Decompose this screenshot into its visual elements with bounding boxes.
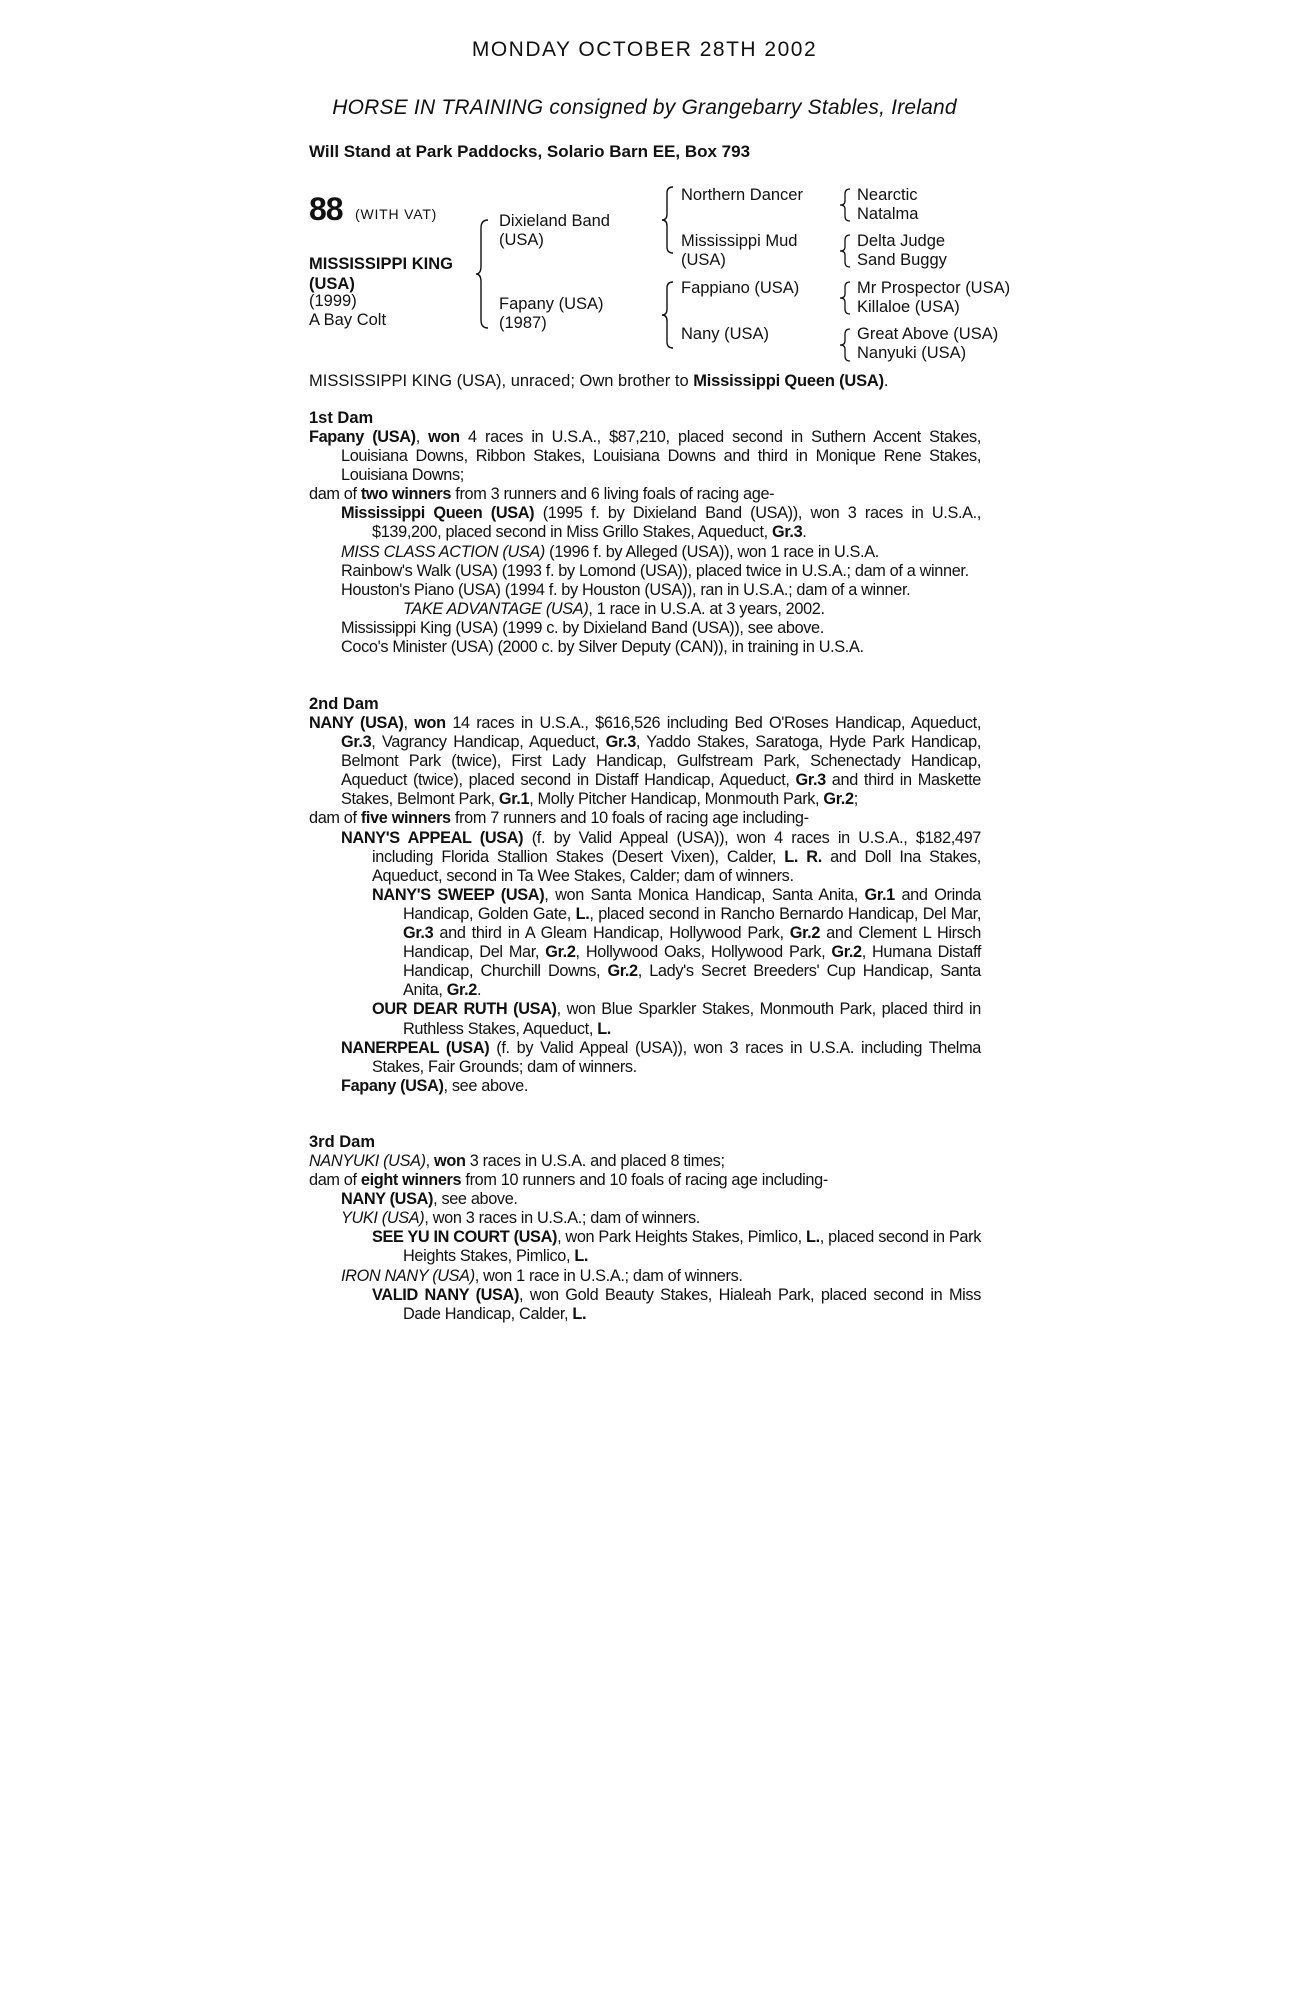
pedigree-sire-sire: Northern Dancer — [681, 186, 803, 204]
pedigree-ds-sire: Mr Prospector (USA) — [857, 279, 1011, 297]
pedigree-entry: SEE YU IN COURT (USA), won Park Heights Stakes, Pimlico, L., placed second in Park Heights Stakes, Pimlico, L. — [372, 1228, 981, 1266]
summary-text: MISSISSIPPI KING (USA), unraced; Own brother to — [309, 372, 694, 390]
lot-number: 88 — [309, 191, 343, 227]
pedigree-sd-dam: Sand Buggy — [857, 251, 947, 269]
pedigree-entry: Fapany (USA), see above. — [341, 1076, 529, 1095]
pedigree-brace-dam — [660, 280, 678, 350]
pedigree-entry: dam of eight winners from 10 runners and 10 foals of racing age including- — [309, 1171, 828, 1190]
pedigree-brace-ds — [838, 280, 854, 316]
pedigree-entry: NANY (USA), won 14 races in U.S.A., $616,526 including Bed O'Roses Handicap, Aqueduct, Gr.3, Vagrancy Handicap, Aqueduct, Gr.3, Yaddo Stakes, Saratoga, Hyde Park Handicap, Belmont Park (twice), First Lady Handicap, Gulfstream Park, Schenectady Handicap, Aqueduct (twice), placed second in Distaff Handicap, Aqueduct, Gr.3 and third in Maskette Stakes, Belmont Park, Gr.1, Molly Pitcher Handicap, Monmouth Park, Gr.2; — [309, 714, 981, 809]
summary-line — [309, 372, 889, 391]
pedigree-dam-dam: Nany (USA) — [681, 325, 770, 343]
first-dam-entries — [309, 428, 981, 657]
pedigree-dd-sire: Great Above (USA) — [857, 325, 999, 343]
pedigree-brace-sire — [660, 185, 678, 255]
pedigree-entry: NANY (USA), see above. — [341, 1190, 518, 1209]
section-title: 1st Dam — [309, 409, 374, 427]
pedigree-ds-dam: Killaloe (USA) — [857, 298, 960, 316]
pedigree-entry: Coco's Minister (USA) (2000 c. by Silver Deputy (CAN)), in training in U.S.A. — [341, 638, 864, 657]
pedigree-sire — [499, 212, 610, 250]
pedigree-sire-name: Dixieland Band — [499, 212, 610, 230]
pedigree-ss-parents — [857, 186, 918, 224]
horse-year: (1999) — [309, 292, 357, 310]
pedigree-dam-sire: Fappiano (USA) — [681, 279, 800, 297]
summary-sibling: Mississippi Queen (USA) — [693, 372, 884, 390]
pedigree-entry: Mississippi King (USA) (1999 c. by Dixieland Band (USA)), see above. — [341, 618, 824, 637]
pedigree-ss-dam: Natalma — [857, 205, 919, 223]
horse-description: A Bay Colt — [309, 311, 387, 329]
pedigree-entry: Mississippi Queen (USA) (1995 f. by Dixieland Band (USA)), won 3 races in U.S.A., $139,200, placed second in Miss Grillo Stakes, Aqueduct, Gr.3. — [341, 504, 981, 542]
third-dam-section — [309, 1133, 981, 1324]
pedigree-dd-dam: Nanyuki (USA) — [857, 344, 967, 362]
pedigree-entry: IRON NANY (USA), won 1 race in U.S.A.; dam of winners. — [341, 1266, 743, 1285]
pedigree-entry: NANYUKI (USA), won 3 races in U.S.A. and placed 8 times; — [309, 1152, 725, 1170]
horse-name — [309, 254, 453, 294]
pedigree-sd-parents — [857, 232, 947, 270]
pedigree-entry: Fapany (USA), won 4 races in U.S.A., $87,210, placed second in Suthern Accent Stakes, Louisiana Downs, Ribbon Stakes, Louisiana Downs and third in Monique Rene Stakes, Louisiana Downs; — [309, 428, 981, 485]
pedigree-entry: Houston's Piano (USA) (1994 f. by Houston (USA)), ran in U.S.A.; dam of a winner. — [341, 580, 911, 599]
pedigree-ss-sire: Nearctic — [857, 186, 918, 204]
pedigree-entry: VALID NANY (USA), won Gold Beauty Stakes, Hialeah Park, placed second in Miss Dade Handicap, Calder, L. — [372, 1285, 982, 1323]
summary-end: . — [883, 372, 889, 390]
pedigree-entry: NANY'S SWEEP (USA), won Santa Monica Handicap, Santa Anita, Gr.1 and Orinda Handicap, Golden Gate, L., placed second in Rancho Bernardo Handicap, Del Mar, Gr.3 and third in A Gleam Handicap, Hollywood Park, Gr.2 and Clement L Hirsch Handicap, Del Mar, Gr.2, Hollywood Oaks, Hollywood Park, Gr.2, Humana Distaff Handicap, Churchill Downs, Gr.2, Lady's Secret Breeders' Cup Handicap, Santa Anita, Gr.2. — [372, 885, 982, 1000]
pedigree-dam-name: Fapany (USA) — [499, 295, 604, 313]
pedigree-entry: OUR DEAR RUTH (USA), won Blue Sparkler Stakes, Monmouth Park, placed third in Ruthless Stakes, Aqueduct, L. — [372, 1000, 982, 1038]
pedigree-sire-dam — [681, 232, 797, 270]
second-dam-section — [309, 695, 981, 1096]
pedigree-entry: MISS CLASS ACTION (USA) (1996 f. by Alleged (USA)), won 1 race in U.S.A. — [341, 542, 879, 561]
pedigree-dam — [499, 295, 604, 333]
pedigree-dam-year: (1987) — [499, 314, 547, 332]
pedigree-brace-main — [474, 218, 494, 330]
vat-label: (WITH VAT) — [355, 206, 438, 222]
pedigree-entry: NANY'S APPEAL (USA) (f. by Valid Appeal (USA)), won 4 races in U.S.A., $182,497 including Florida Stallion Stakes (Desert Vixen), Calder, L. R. and Doll Ina Stakes, Aqueduct, second in Ta Wee Stakes, Calder; dam of winners. — [341, 828, 981, 885]
first-dam-section — [309, 409, 981, 657]
pedigree-brace-ss — [838, 187, 854, 223]
pedigree-sire-dam-country: (USA) — [681, 251, 726, 269]
pedigree-sire-dam-name: Mississippi Mud — [681, 232, 798, 250]
section-title: 2nd Dam — [309, 695, 379, 713]
pedigree-ds-parents — [857, 279, 1010, 317]
pedigree-sire-country: (USA) — [499, 231, 544, 249]
horse-name-line2: (USA) — [309, 275, 355, 293]
pedigree-brace-sd — [838, 233, 854, 269]
pedigree-entry: Rainbow's Walk (USA) (1993 f. by Lomond (USA)), placed twice in U.S.A.; dam of a winner. — [341, 561, 969, 580]
pedigree-entry: YUKI (USA), won 3 races in U.S.A.; dam of winners. — [341, 1209, 700, 1228]
pedigree-entry: NANERPEAL (USA) (f. by Valid Appeal (USA)), won 3 races in U.S.A. including Thelma Stakes, Fair Grounds; dam of winners. — [341, 1038, 981, 1076]
stand-location: Will Stand at Park Paddocks, Solario Barn EE, Box 793 — [309, 142, 751, 161]
pedigree-entry: dam of two winners from 3 runners and 6 living foals of racing age- — [309, 485, 775, 504]
second-dam-entries — [309, 714, 981, 1096]
section-title: 3rd Dam — [309, 1133, 376, 1151]
third-dam-entries — [309, 1152, 981, 1324]
pedigree-dd-parents — [857, 325, 998, 363]
pedigree-brace-dd — [838, 327, 854, 363]
pedigree-entry: dam of five winners from 7 runners and 10 foals of racing age including- — [309, 809, 809, 828]
consignment-line: HORSE IN TRAINING consigned by Grangebarry Stables, Ireland — [332, 96, 957, 119]
horse-name-line1: MISSISSIPPI KING — [309, 255, 453, 273]
pedigree-entry: TAKE ADVANTAGE (USA), 1 race in U.S.A. at 3 years, 2002. — [403, 599, 825, 618]
pedigree-sd-sire: Delta Judge — [857, 232, 946, 250]
sale-date: MONDAY OCTOBER 28TH 2002 — [471, 38, 818, 61]
